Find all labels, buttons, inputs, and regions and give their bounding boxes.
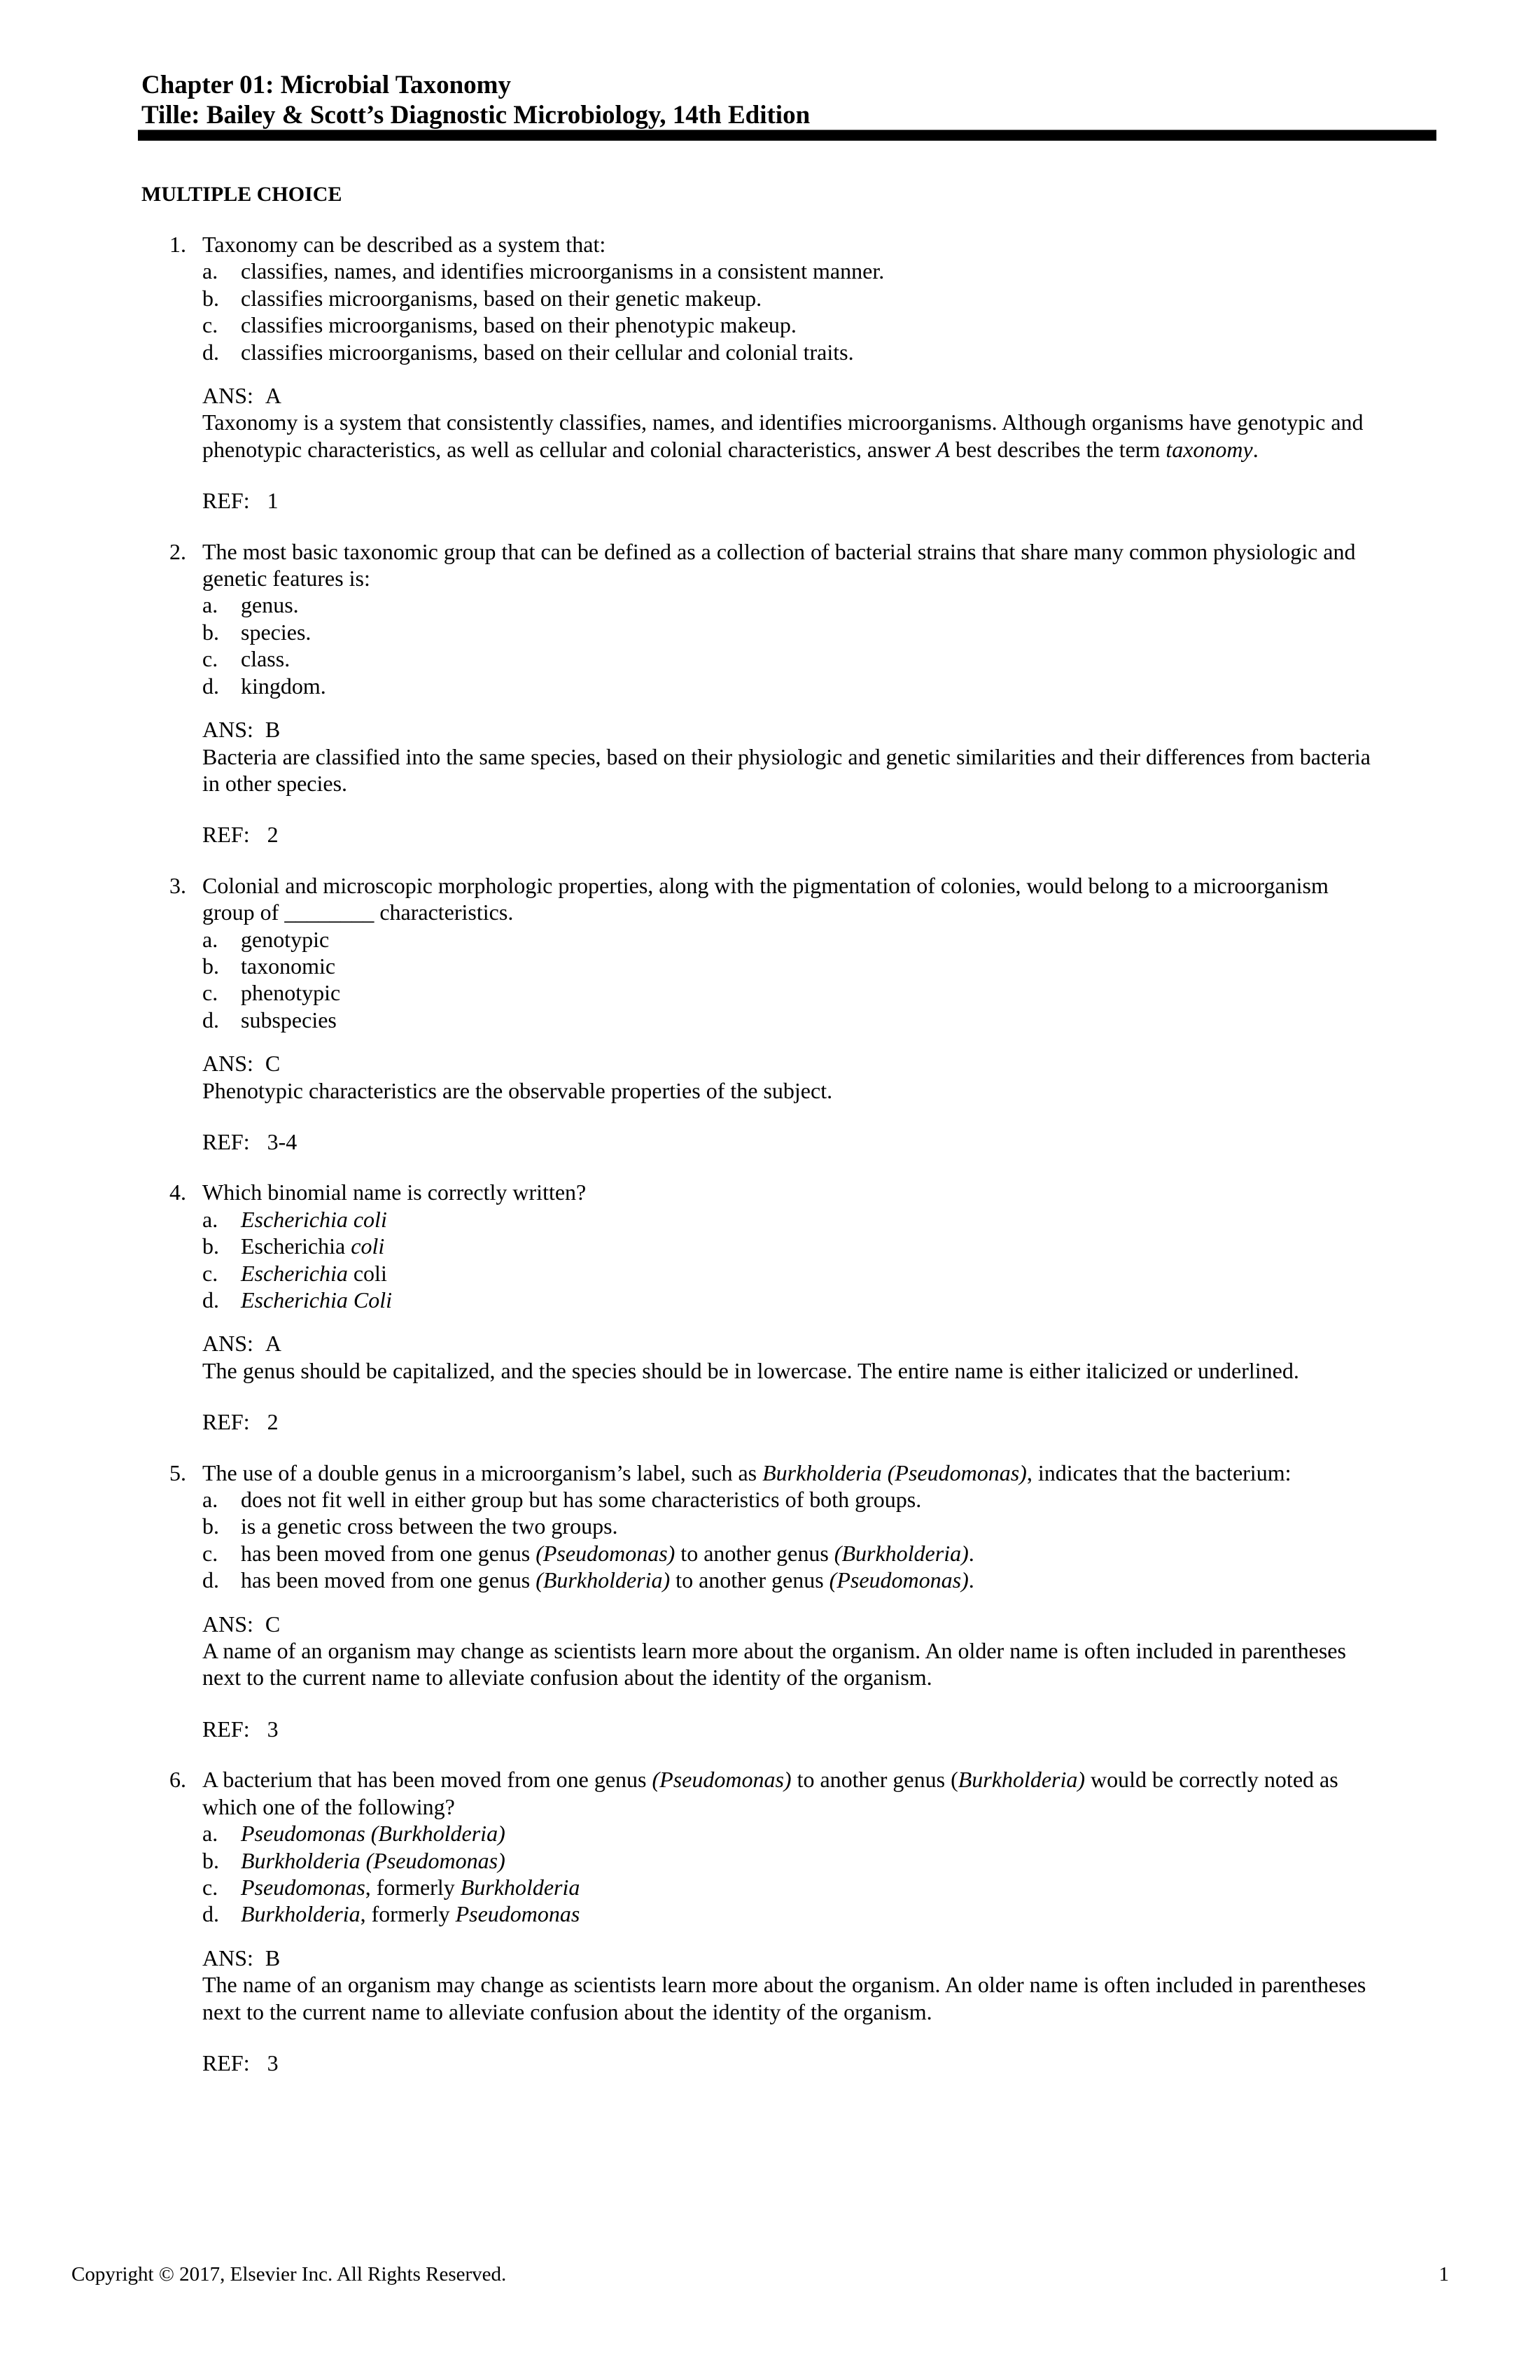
page-header xyxy=(141,70,1436,130)
option-text: to another genus xyxy=(675,1540,834,1566)
answer-option xyxy=(202,1874,1429,1900)
option-text: species. xyxy=(241,619,312,645)
answer-label: ANS: xyxy=(202,1945,253,1970)
text-run: , indicates that the bacterium: xyxy=(1026,1460,1292,1485)
italic-text: Pseudomonas (Burkholderia) xyxy=(241,1821,505,1847)
option-letter: c. xyxy=(202,646,218,672)
text-run: in other species. xyxy=(202,770,348,796)
option-letter: b. xyxy=(202,1513,219,1539)
option-text: taxonomic xyxy=(241,953,336,979)
answer-option xyxy=(202,1486,1429,1513)
italic-text: Pseudomonas xyxy=(241,1874,365,1900)
question-text-line xyxy=(202,899,1429,925)
option-letter: a. xyxy=(202,258,218,284)
answer-option xyxy=(202,312,1429,338)
reference-line xyxy=(169,1128,1429,1155)
answer-option xyxy=(202,673,1429,699)
answer-option xyxy=(202,1206,1429,1233)
answer-option xyxy=(202,1513,1429,1539)
text-run: Bacteria are classified into the same species, based on their physiologic and genetic similarities and their differences from bacteria xyxy=(202,743,1371,769)
option-letter: a. xyxy=(202,1821,218,1847)
question-text-line xyxy=(202,565,1429,592)
question-item xyxy=(169,872,1429,1156)
answer-option xyxy=(202,592,1429,618)
answer-line xyxy=(202,1330,1429,1357)
reference-label: REF: xyxy=(202,1409,250,1435)
text-run: would be correctly noted as xyxy=(1085,1767,1338,1793)
italic-text: Escherichia Coli xyxy=(241,1287,392,1312)
header-rule xyxy=(138,130,1436,141)
option-text: has been moved from one genus xyxy=(241,1540,536,1566)
option-letter: a. xyxy=(202,926,218,952)
rationale-line xyxy=(202,743,1429,770)
option-text: classifies microorganisms, based on their phenotypic makeup. xyxy=(241,312,797,338)
answer-block xyxy=(169,1330,1429,1384)
answer-line xyxy=(202,382,1429,409)
answer-option xyxy=(202,645,1429,672)
question-item xyxy=(169,231,1429,514)
option-letter: c. xyxy=(202,1540,218,1566)
option-list xyxy=(169,258,1429,365)
question-item xyxy=(169,1766,1429,2076)
question-number: 4. xyxy=(169,1180,186,1205)
option-text: , formerly xyxy=(365,1874,461,1900)
option-list xyxy=(169,1820,1429,1928)
text-run: which one of the following? xyxy=(202,1793,455,1819)
answer-block xyxy=(169,1050,1429,1104)
answer-line xyxy=(202,1050,1429,1077)
text-run: The use of a double genus in a microorganism’s label, such as xyxy=(202,1460,763,1485)
answer-block xyxy=(169,716,1429,797)
text-run: Colonial and microscopic morphologic properties, along with the pigmentation of colonies, would belong to a microorganism xyxy=(202,872,1329,898)
text-run: The most basic taxonomic group that can be defined as a collection of bacterial strains that share many common physiologic and xyxy=(202,538,1356,564)
answer-option xyxy=(202,285,1429,312)
text-run: Which binomial name is correctly written? xyxy=(202,1180,587,1205)
reference-page: 3 xyxy=(267,2050,279,2076)
option-letter: b. xyxy=(202,1847,219,1873)
option-letter: d. xyxy=(202,1901,219,1927)
option-text: phenotypic xyxy=(241,980,341,1006)
option-text: . xyxy=(968,1567,974,1593)
reference-line xyxy=(169,821,1429,848)
answer-line xyxy=(202,716,1429,743)
text-run: to another genus ( xyxy=(791,1767,958,1793)
option-text: coli xyxy=(347,1260,387,1286)
answer-option xyxy=(202,953,1429,979)
option-letter: a. xyxy=(202,592,218,618)
reference-page: 1 xyxy=(267,488,279,514)
question-text-line xyxy=(202,1793,1429,1820)
option-letter: d. xyxy=(202,339,219,365)
option-letter: c. xyxy=(202,1260,218,1286)
answer-option xyxy=(202,1260,1429,1287)
reference-line xyxy=(169,2050,1429,2076)
option-list xyxy=(169,926,1429,1034)
answer-option xyxy=(202,619,1429,645)
text-run: The genus should be capitalized, and the species should be in lowercase. The entire name is either italicized or underlined. xyxy=(202,1357,1299,1383)
option-text: genotypic xyxy=(241,926,330,952)
question-number: 1. xyxy=(169,232,186,257)
question-number: 3. xyxy=(169,872,186,898)
answer-block xyxy=(169,1611,1429,1691)
italic-text: (Burkholderia) xyxy=(536,1567,671,1593)
answer-option xyxy=(202,258,1429,284)
italic-text: Escherichia coli xyxy=(241,1206,387,1232)
option-letter: b. xyxy=(202,285,219,311)
reference-label: REF: xyxy=(202,1716,250,1742)
option-text: has been moved from one genus xyxy=(241,1567,536,1593)
answer-option xyxy=(202,1007,1429,1033)
reference-page: 3 xyxy=(267,1716,279,1742)
book-title: Tille: Bailey & Scott’s Diagnostic Microbiology, 14th Edition xyxy=(141,101,811,130)
option-text: genus. xyxy=(241,592,299,618)
option-letter: d. xyxy=(202,1007,219,1032)
option-letter: c. xyxy=(202,312,218,338)
answer-label: ANS: xyxy=(202,1611,253,1637)
option-list xyxy=(169,1486,1429,1594)
option-text: does not fit well in either group but has some characteristics of both groups. xyxy=(241,1487,922,1513)
answer-option xyxy=(202,1233,1429,1259)
question-text-line xyxy=(202,231,1429,258)
option-letter: b. xyxy=(202,953,219,979)
text-run: next to the current name to alleviate confusion about the identity of the organism. xyxy=(202,1998,932,2024)
text-run: Taxonomy can be described as a system that: xyxy=(202,232,606,257)
option-letter: c. xyxy=(202,980,218,1006)
question-text-line xyxy=(202,1179,1429,1205)
reference-line xyxy=(169,1716,1429,1742)
answer-option xyxy=(202,1540,1429,1567)
reference-page: 3-4 xyxy=(267,1128,298,1154)
answer-key: A xyxy=(265,383,282,409)
text-run: A name of an organism may change as scientists learn more about the organism. An older name is often included in parentheses xyxy=(202,1638,1346,1664)
question-item xyxy=(169,1460,1429,1743)
italic-text: A xyxy=(936,436,950,462)
answer-option xyxy=(202,1820,1429,1847)
rationale-line xyxy=(202,1664,1429,1690)
answer-option xyxy=(202,926,1429,953)
question-stem xyxy=(169,538,1429,592)
text-run: best describes the term xyxy=(949,436,1166,462)
answer-option xyxy=(202,1567,1429,1593)
rationale-line xyxy=(202,770,1429,797)
option-list xyxy=(169,592,1429,699)
reference-page: 2 xyxy=(267,1409,279,1435)
text-run: Phenotypic characteristics are the observable properties of the subject. xyxy=(202,1077,833,1103)
option-letter: d. xyxy=(202,1287,219,1312)
rationale-line xyxy=(202,1077,1429,1104)
page-number: 1 xyxy=(1438,2263,1449,2286)
reference-label: REF: xyxy=(202,2050,250,2076)
option-text: to another genus xyxy=(670,1567,830,1593)
text-run: phenotypic characteristics, as well as cellular and colonial characteristics, answer xyxy=(202,436,937,462)
italic-text: (Pseudomonas) xyxy=(536,1540,676,1566)
question-stem xyxy=(169,1766,1429,1820)
answer-block xyxy=(169,1945,1429,2025)
answer-key: A xyxy=(265,1331,282,1357)
option-text: Escherichia xyxy=(241,1233,351,1259)
question-text-line xyxy=(202,1460,1429,1486)
italic-text: Burkholderia xyxy=(241,1901,360,1927)
question-text-line xyxy=(202,538,1429,565)
question-text-line xyxy=(202,872,1429,899)
option-text: classifies, names, and identifies microorganisms in a consistent manner. xyxy=(241,258,885,284)
reference-page: 2 xyxy=(267,822,279,848)
italic-text: (Burkholderia) xyxy=(834,1540,969,1566)
rationale-line xyxy=(202,1637,1429,1664)
option-letter: a. xyxy=(202,1206,218,1232)
italic-text: taxonomy xyxy=(1166,436,1253,462)
option-text: classifies microorganisms, based on their cellular and colonial traits. xyxy=(241,339,854,365)
section-title: MULTIPLE CHOICE xyxy=(141,183,342,206)
text-run: The name of an organism may change as scientists learn more about the organism. An older name is often included in parentheses xyxy=(202,1972,1366,1998)
answer-option xyxy=(202,1900,1429,1927)
text-run: Taxonomy is a system that consistently classifies, names, and identifies microorganisms. Although organisms have genotypic and xyxy=(202,410,1364,435)
question-text-line xyxy=(202,1766,1429,1793)
italic-text: Burkholderia) xyxy=(958,1767,1086,1793)
text-run: genetic features is: xyxy=(202,566,370,592)
rationale-line xyxy=(202,1998,1429,2025)
answer-block xyxy=(169,382,1429,463)
reference-line xyxy=(169,1408,1429,1435)
answer-key: B xyxy=(265,717,281,743)
italic-text: Burkholderia xyxy=(460,1874,580,1900)
italic-text: (Pseudomonas) xyxy=(829,1567,969,1593)
reference-line xyxy=(169,487,1429,514)
option-text: subspecies xyxy=(241,1007,337,1032)
answer-key: C xyxy=(265,1611,281,1637)
reference-label: REF: xyxy=(202,1128,250,1154)
reference-label: REF: xyxy=(202,488,250,514)
italic-text: Burkholderia (Pseudomonas) xyxy=(241,1847,505,1873)
answer-option xyxy=(202,1847,1429,1874)
rationale-line xyxy=(202,436,1429,463)
option-letter: c. xyxy=(202,1874,218,1900)
answer-label: ANS: xyxy=(202,1331,253,1357)
answer-option xyxy=(202,979,1429,1006)
italic-text: Pseudomonas xyxy=(455,1901,580,1927)
rationale-line xyxy=(202,409,1429,435)
option-text: classifies microorganisms, based on their genetic makeup. xyxy=(241,285,762,311)
answer-label: ANS: xyxy=(202,383,253,409)
answer-option xyxy=(202,339,1429,365)
option-text: kingdom. xyxy=(241,673,326,699)
question-number: 2. xyxy=(169,538,186,564)
chapter-title: Chapter 01: Microbial Taxonomy xyxy=(141,71,511,99)
option-text: class. xyxy=(241,646,290,672)
text-run: group of ________ characteristics. xyxy=(202,899,514,925)
reference-label: REF: xyxy=(202,822,250,848)
option-text: , formerly xyxy=(360,1901,456,1927)
rationale-line xyxy=(202,1971,1429,1998)
answer-label: ANS: xyxy=(202,1051,253,1077)
answer-line xyxy=(202,1611,1429,1637)
question-list xyxy=(169,231,1429,2100)
answer-key: B xyxy=(265,1945,281,1970)
question-stem xyxy=(169,1460,1429,1486)
option-text: . xyxy=(968,1540,974,1566)
question-stem xyxy=(169,872,1429,926)
question-stem xyxy=(169,1179,1429,1205)
option-letter: d. xyxy=(202,673,219,699)
option-letter: d. xyxy=(202,1567,219,1593)
option-letter: b. xyxy=(202,1233,219,1259)
option-letter: b. xyxy=(202,619,219,645)
answer-key: C xyxy=(265,1051,281,1077)
italic-text: (Pseudomonas) xyxy=(652,1767,792,1793)
question-item xyxy=(169,1179,1429,1435)
text-run: . xyxy=(1252,436,1259,462)
italic-text: Burkholderia (Pseudomonas) xyxy=(762,1460,1027,1485)
question-number: 5. xyxy=(169,1460,186,1485)
copyright-notice: Copyright © 2017, Elsevier Inc. All Rights Reserved. xyxy=(71,2263,507,2286)
option-letter: a. xyxy=(202,1487,218,1513)
question-number: 6. xyxy=(169,1767,186,1793)
text-run: A bacterium that has been moved from one genus xyxy=(202,1767,652,1793)
question-item xyxy=(169,538,1429,848)
italic-text: coli xyxy=(351,1233,385,1259)
option-text: is a genetic cross between the two groups. xyxy=(241,1513,618,1539)
answer-label: ANS: xyxy=(202,717,253,743)
text-run: next to the current name to alleviate confusion about the identity of the organism. xyxy=(202,1665,932,1690)
italic-text: Escherichia xyxy=(241,1260,348,1286)
answer-option xyxy=(202,1287,1429,1313)
rationale-line xyxy=(202,1357,1429,1384)
option-list xyxy=(169,1206,1429,1314)
answer-line xyxy=(202,1945,1429,1971)
question-stem xyxy=(169,231,1429,258)
